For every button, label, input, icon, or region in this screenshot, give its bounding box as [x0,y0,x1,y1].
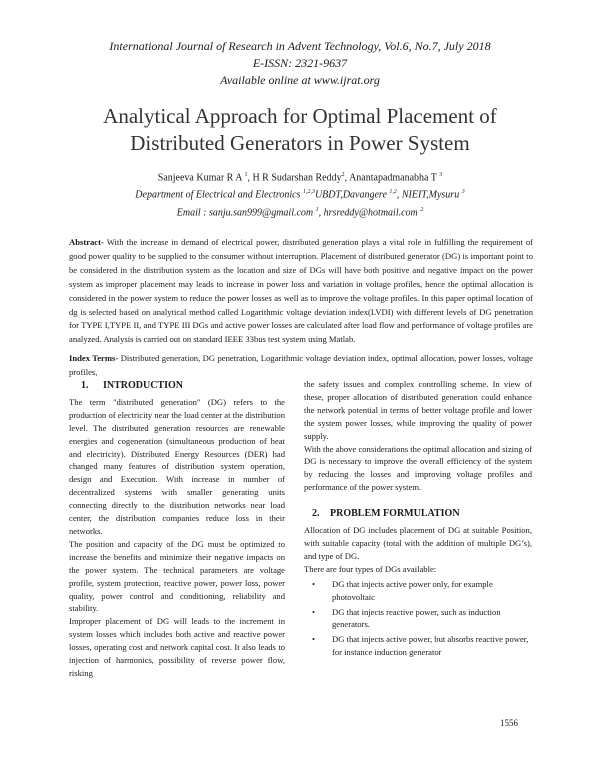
affiliation-3-sup: 3 [461,189,465,196]
author-block [0,168,600,220]
author-2: H R Sudarshan Reddy [252,172,342,184]
intro-paragraph-5: With the above considerations the optimal allocation and sizing of DG is necessary to improve the overall efficiency of the system by reducing the losses and improving voltage profiles and performance of the power system. [304,443,532,493]
author-2-sup: 2 [341,172,345,178]
abstract-label: Abstract- [69,237,104,247]
journal-citation: International Journal of Research in Advent Technology, Vol.6, No.7, July 2018 [109,39,491,53]
paper-title-line-1: Analytical Approach for Optimal Placement of [103,104,497,128]
list-item-text: DG that injects reactive power, such as induction generators. [332,606,501,630]
problem-paragraph-1: Allocation of DG includes placement of DG at suitable Position, with suitable capacity (total with the addition of multiple DG’s), and type of DG. [304,525,532,561]
affiliation-3: NIEIT,Mysuru [401,189,460,201]
journal-header [0,38,600,89]
abstract-text: With the increase in demand of electrical power, distributed generation plays a vital role in fulfilling the requirement of good power quality to be supplied to the consumer without interruption. Placement of distributed generator (DG) is important point to be considered in the distribution system as the location and size of DGs will have both positive and negative impact on the power system as improper placement may leads to increase in power loss and variation in voltage profiles, hence the optimal allocation is considered in the power system to reduce the power losses as well as to improve the voltage profiles. In this paper optimal location of dg is selected based on analytical method called Logarithmic voltage deviation index(LVDI) with different levels of DG penetration for TYPE I,TYPE II, and TYPE III DGs and active power losses are calculated after load flow and performance of voltage profiles are analyzed. Analysis is carried out on standard IEEE 33bus test system using Matlab. [69,237,533,345]
left-column [69,380,285,680]
paper-title-line-2: Distributed Generators in Power System [130,131,470,155]
author-1: Sanjeeva Kumar R A [157,172,242,184]
list-item [304,606,532,632]
email-2-sup: 2 [420,206,424,213]
page-number: 1556 [500,718,518,728]
dg-types-list [304,578,532,659]
email-label: Email : [176,206,209,218]
intro-paragraph-3: Improper placement of DG will leads to the increment in system losses which includes both active and reactive power losses, operating cost and network capital cost. It also leads to injection of harmonics, possibility of reverse power flow, risking [69,616,285,678]
affiliation-2-sup: 1,2 [389,189,397,196]
intro-paragraph-2: The position and capacity of the DG must be optimized to increase the benefits and minimize their negative impacts on the power system. The technical parameters are voltage profile, system protection, reactive power, power loss, power quality, power control and conditioning, reliability and stability. [69,538,285,614]
abstract [69,236,533,347]
list-item [304,633,532,659]
right-column [304,378,532,661]
affiliation-2: UBDT,Davangere [314,189,387,201]
index-terms-text: Distributed generation, DG penetration, Logarithmic voltage deviation index, optimal allocation, power losses, voltage profiles, [69,353,533,377]
journal-website: Available online at www.ijrat.org [220,73,380,87]
section-2-number: 2. [312,508,320,520]
section-1-title: INTRODUCTION [103,380,184,391]
affiliation-1: Department of Electrical and Electronics [135,189,301,201]
index-terms [69,352,533,380]
list-item-text: DG that injects active power, but absorbs reactive power, for instance induction generator [332,634,529,658]
affiliation-1-sup: 1,2,3 [302,189,315,196]
intro-paragraph-1: The term "distributed generation" (DG) refers to the production of electricity near the load center at the distribution level. The distributed generation resources are renewable energies and cogeneration (simultaneous production of heat and electricity). Distributed Energy Resources (DER) had changed many features of distribution system operation, design and Execution. With increase in number of decentralized systems with smaller generating units connecting directly to the distribution networks near load center, the distribution companies reduce loss in their networks. [69,396,285,536]
bullet-icon: • [312,578,316,589]
list-item-text: DG that injects active power only, for example photovoltaic [332,578,493,602]
email-2[interactable]: hrsreddy@hotmail.com [323,206,418,218]
author-3: Anantapadmanabha T [349,172,437,184]
section-2-title: PROBLEM FORMULATION [330,508,460,520]
index-terms-label: Index Terms- [69,353,119,363]
bullet-icon: • [312,606,316,617]
author-3-sup: 3 [439,172,443,178]
author-emails: Email : sanju.san999@gmail.com $^1$, hrsreddy@hotmail.com $^2$ [176,206,424,218]
paper-title [60,103,540,157]
list-item [304,578,532,604]
email-1[interactable]: sanju.san999@gmail.com [208,206,314,218]
author-1-sup: 1 [244,172,248,178]
section-2-heading [304,508,532,521]
journal-issn: E-ISSN: 2321-9637 [252,56,348,70]
author-affiliations: Department of Electrical and Electronics $^{1,2,3}$UBDT,Davangere $^{1,2}$, NIEIT,Mysuru $^3$ [135,189,465,201]
problem-paragraph-2: There are four types of DGs available: [304,563,437,574]
author-names: Sanjeeva Kumar R A $^1$, H R Sudarshan Reddy$^2$, Anantapadmanabha T $^3$ [157,172,443,184]
section-1-heading [69,380,285,393]
intro-paragraph-4: the safety issues and complex controlling scheme. In view of these, proper allocation of distributed generation could enhance the network potential in terms of better voltage profile and lower the system power losses, while improving the quality of power supply. [304,379,532,441]
email-1-sup: 1 [315,206,319,213]
section-1-number: 1. [81,380,89,391]
bullet-icon: • [312,634,316,645]
